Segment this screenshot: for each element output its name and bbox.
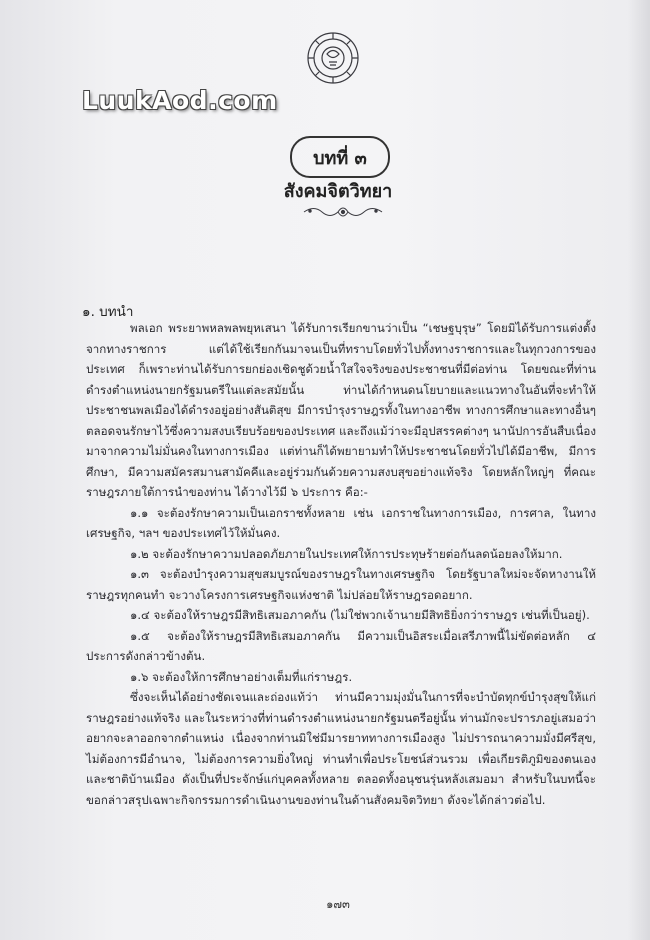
watermark-logo: LuukAod.com: [82, 86, 278, 115]
section-heading: ๑. บทนำ: [82, 304, 134, 320]
page-number: ๑๗๓: [326, 897, 350, 911]
list-item: ๑.๖ จะต้องให้การศึกษาอย่างเต็มที่แก่ราษฎร.: [130, 669, 353, 684]
royal-seal-emblem-icon: [305, 30, 361, 86]
list-item: ๑.๕ จะต้องให้ราษฎรมีสิทธิเสมอภาคกัน มีความเป็นอิสระเมื่อเสรีภาพนี้ไม่ขัดต่อหลัก ๔ ประการดังกล่าวข้างต้น.: [86, 628, 596, 663]
flourish-ornament-icon: [302, 203, 384, 221]
page-edge-shadow: [628, 0, 650, 940]
chapter-label: บทที่ ๓: [290, 136, 390, 178]
closing-paragraph: ซึ่งจะเห็นได้อย่างชัดเจนและถ่องแท้ว่า ท่านมีความมุ่งมั่นในการที่จะบำบัดทุกข์บำรุงสุขให้แก่ราษฎรอย่างแท้จริง และในระหว่างที่ท่านดำรงตำแหน่งนายกรัฐมนตรีอยู่นั้น ท่านมักจะปรารภอยู่เสมอว่าอยากจะลาออกจากตำแหน่ง เนื่องจากท่านมิใช่มีมารยาททางการเมืองสูง ไม่ปรารถนาความมั่งมีศรีสุข, ไม่ต้องการมีอำนาจ, ไม่ต้องการความยิ่งใหญ่ ท่านทำเพื่อประโยชน์ส่วนรวม เพื่อเกียรติภูมิของตนเองและชาติบ้านเมือง ดังเป็นที่ประจักษ์แก่บุคคลทั้งหลาย ตลอดทั้งอนุชนรุ่นหลังเสมอมา สำหรับในบทนี้จะขอกล่าวสรุปเฉพาะกิจกรรมการดำเนินงานของท่านในด้านสังคมจิตวิทยา ดังจะได้กล่าวต่อไป.: [86, 690, 596, 807]
list-item: ๑.๒ จะต้องรักษาความปลอดภัยภายในประเทศให้การประทุษร้ายต่อกันลดน้อยลงให้มาก.: [130, 546, 563, 561]
intro-paragraph: พลเอก พระยาพหลพลพยุหเสนา ได้รับการเรียกขานว่าเป็น “เชษฐบุรุษ” โดยมิได้รับการแต่งตั้งจากทางราชการ แต่ได้ใช้เรียกกันมาจนเป็นที่ทราบโดยทั่วไปทั้งทางราชการและในทุกวงการของประเทศ ก็เพราะท่านได้รับการยกย่องเชิดชูด้วยน้ำใสใจจริงของประชาชนที่มีต่อท่าน โดยขณะที่ท่านดำรงตำแหน่งนายกรัฐมนตรีในแต่ละสมัยนั้น ท่านได้กำหนดนโยบายและแนวทางในอันที่จะทำให้ประชาชนพลเมืองได้ดำรงอยู่อย่างสันติสุข มีการบำรุงราษฎรทั้งในทางอาชีพ ทางการศึกษาและทางอื่นๆ ตลอดจนรักษาไว้ซึ่งความสงบเรียบร้อยของประเทศ และถึงแม้ว่าจะมีอุปสรรคต่างๆ นานัปการอันสืบเนื่องมาจากความไม่มั่นคงในทางการเมือง แต่ท่านก็ได้พยายามทำให้ประชาชนโดยทั่วไปได้มีอาชีพ, มีการศึกษา, มีความสมัครสมานสามัคคีและอยู่ร่วมกันด้วยความสงบสุขอย่างแท้จริง โดยหลักใหญ่ๆ ที่คณะราษฎรภายใต้การนำของท่าน ได้วางไว้มี ๖ ประการ คือ:-: [86, 321, 596, 499]
chapter-title: สังคมจิตวิทยา: [283, 181, 393, 202]
list-item: ๑.๑ จะต้องรักษาความเป็นเอกราชทั้งหลาย เช่น เอกราชในทางการเมือง, การศาล, ในทางเศรษฐกิจ, ฯลฯ ของประเทศไว้ให้มั่นคง.: [86, 505, 596, 540]
list-item: ๑.๓ จะต้องบำรุงความสุขสมบูรณ์ของราษฎรในทางเศรษฐกิจ โดยรัฐบาลใหม่จะจัดหางานให้ราษฎรทุกคนทำ จะวางโครงการเศรษฐกิจแห่งชาติ ไม่ปล่อยให้ราษฎรอดอยาก.: [86, 567, 596, 602]
body-text: [86, 318, 596, 810]
list-item: ๑.๔ จะต้องให้ราษฎรมีสิทธิเสมอภาคกัน (ไม่ใช่พวกเจ้านายมีสิทธิยิ่งกว่าราษฎร เช่นที่เป็นอยู่).: [130, 608, 590, 622]
